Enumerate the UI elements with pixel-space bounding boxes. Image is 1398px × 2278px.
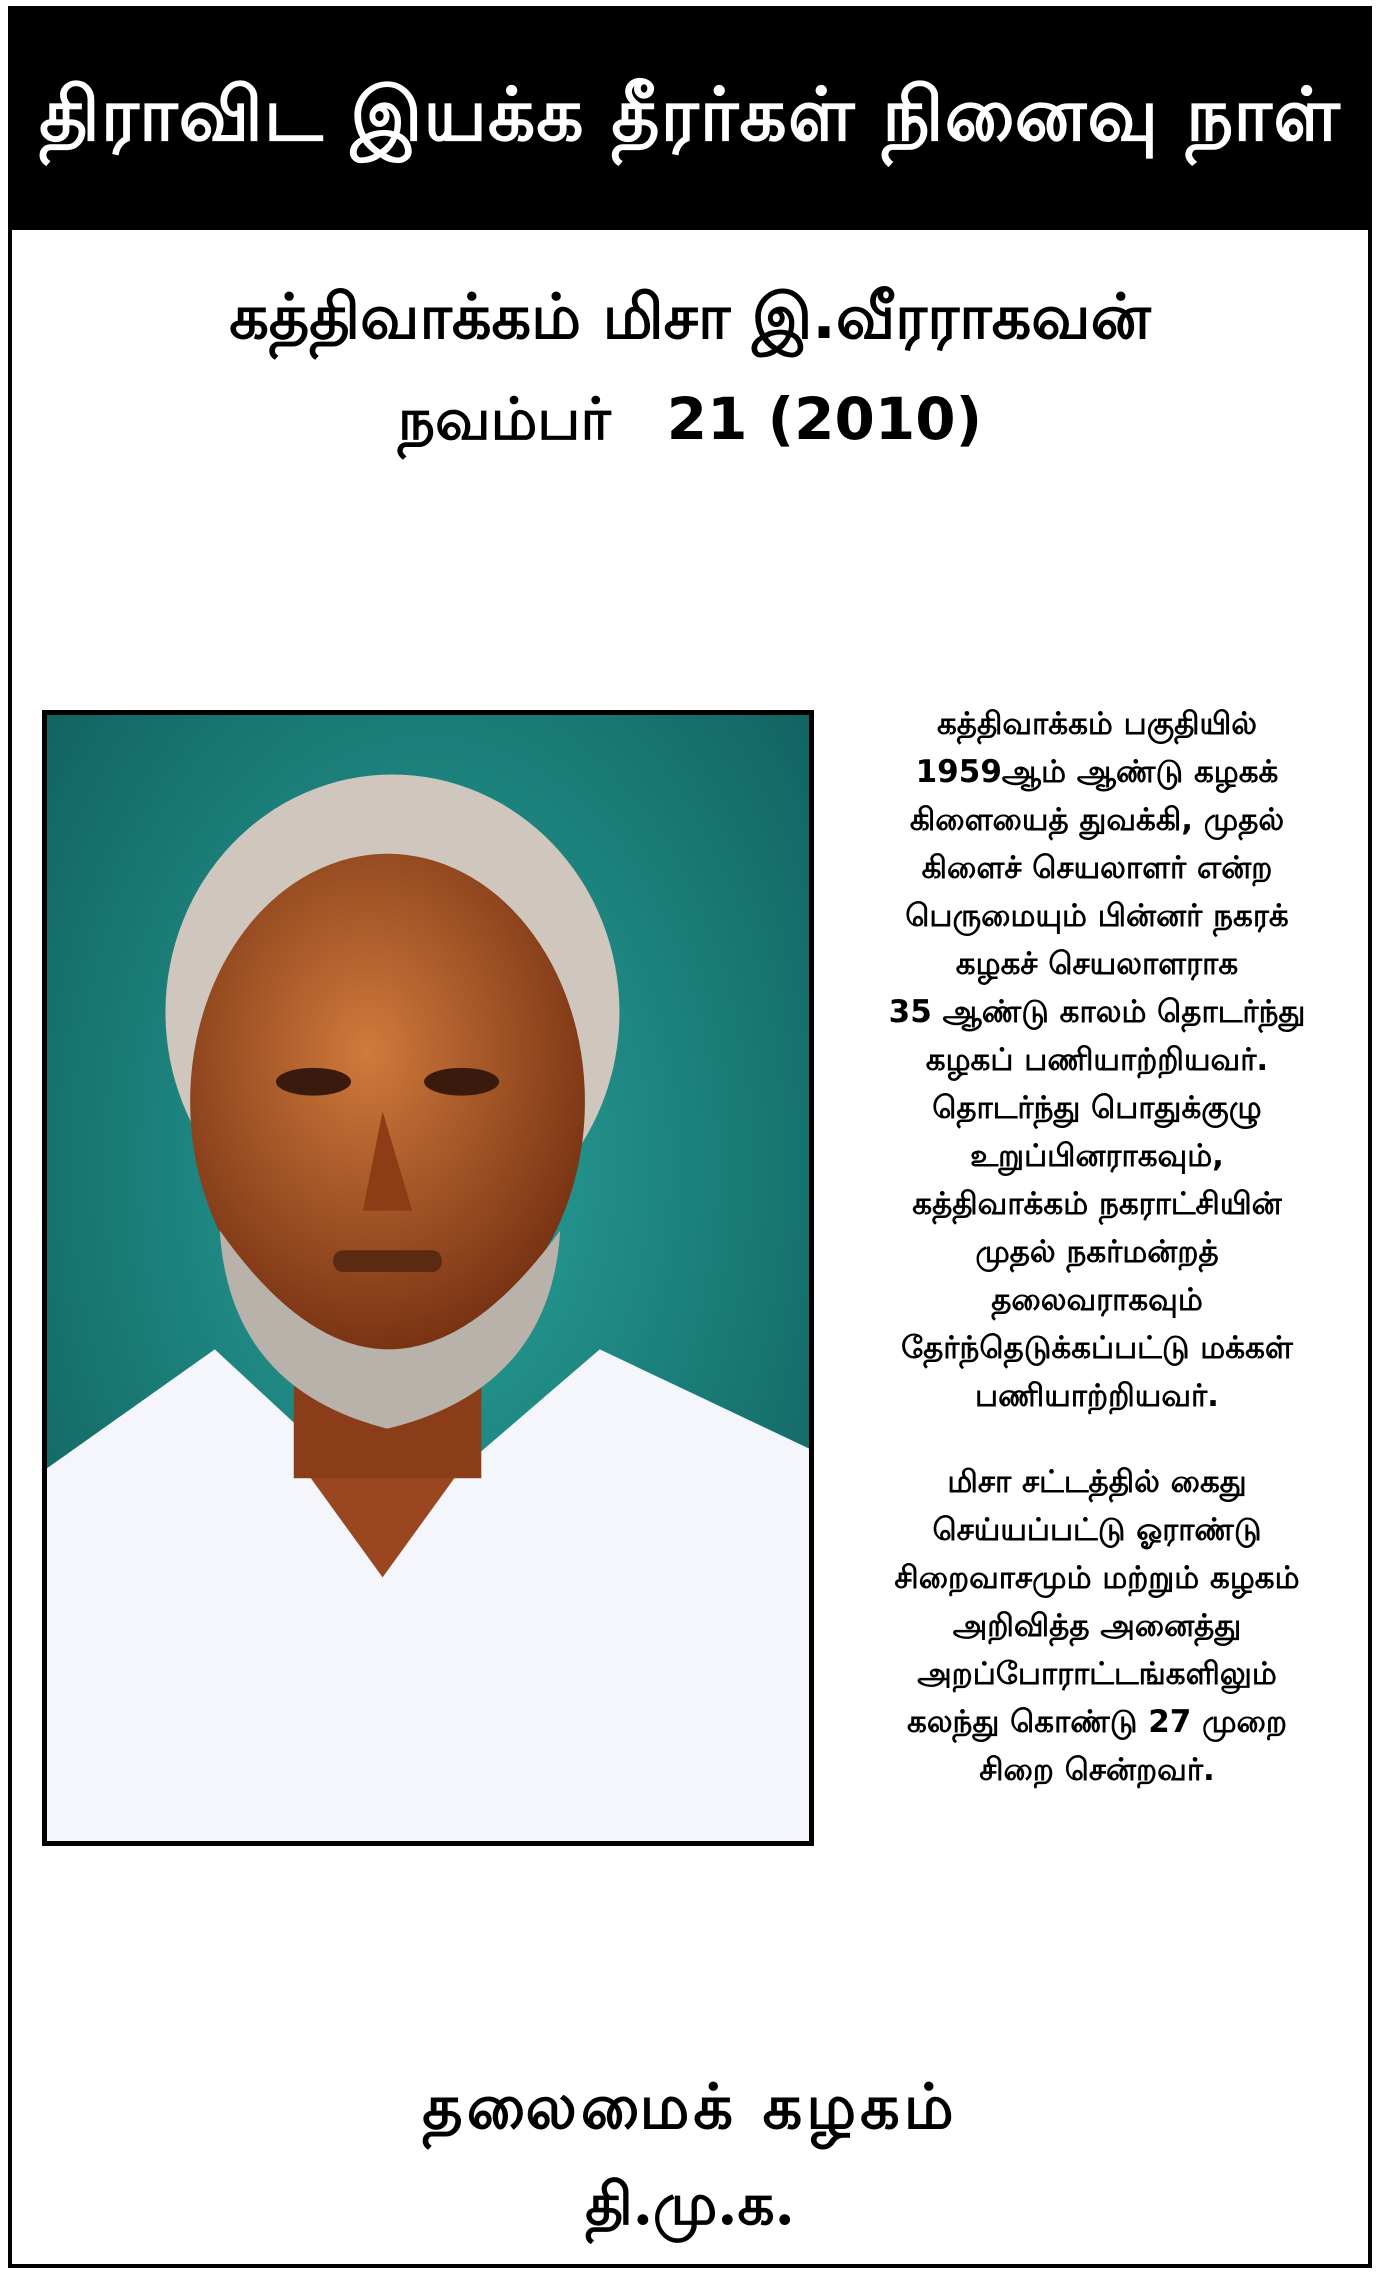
bio-line: மிசா சட்டத்தில் கைது bbox=[947, 1464, 1247, 1500]
bio-line: கழகப் பணியாற்றியவர். bbox=[925, 1042, 1269, 1078]
bio-line: தலைவராகவும் bbox=[991, 1282, 1203, 1318]
date-day-year: 21 (2010) bbox=[666, 385, 983, 453]
bio-line: கிளையைத் துவக்கி, முதல் bbox=[909, 802, 1285, 838]
bio-line: தேர்ந்தெடுக்கப்பட்டு மக்கள் bbox=[901, 1330, 1293, 1366]
biography bbox=[842, 700, 1352, 1832]
bio-paragraph-1 bbox=[842, 700, 1352, 1420]
bio-paragraph-2 bbox=[842, 1458, 1352, 1794]
bio-line: சிறை சென்றவர். bbox=[979, 1752, 1215, 1788]
footer-party: தி.மு.க. bbox=[585, 2170, 795, 2238]
bio-line: 1959ஆம் ஆண்டு கழகக் bbox=[915, 754, 1279, 790]
date-month: நவம்பர் bbox=[397, 385, 611, 453]
person-name: கத்திவாக்கம் மிசா இ.வீரராகவன் bbox=[229, 280, 1151, 353]
banner-title: திராவிட இயக்க தீரர்கள் நினைவு நாள் bbox=[39, 72, 1341, 158]
header-banner bbox=[12, 10, 1368, 230]
bio-line: கழகச் செயலாளராக bbox=[955, 946, 1239, 982]
bio-line: பணியாற்றியவர். bbox=[975, 1378, 1219, 1414]
memorial-poster bbox=[8, 6, 1372, 2268]
bio-line: உறுப்பினராகவும், bbox=[970, 1138, 1224, 1174]
portrait-illustration bbox=[47, 715, 809, 1841]
bio-line: கத்திவாக்கம் பகுதியில் bbox=[936, 706, 1258, 742]
footer-organization: தலைமைக் கழகம் bbox=[422, 2070, 958, 2143]
bio-line: அறிவித்த அனைத்து bbox=[952, 1608, 1242, 1644]
bio-line: சிறைவாசமும் மற்றும் கழகம் bbox=[894, 1560, 1300, 1596]
bio-line: 35 ஆண்டு காலம் தொடர்ந்து bbox=[888, 994, 1306, 1030]
bio-line: பெருமையும் பின்னர் நகரக் bbox=[905, 898, 1289, 934]
bio-line: முதல் நகர்மன்றத் bbox=[975, 1234, 1219, 1270]
portrait-photo bbox=[42, 710, 814, 1846]
bio-line: தொடர்ந்து பொதுக்குழு bbox=[932, 1090, 1262, 1126]
bio-line: கலந்து கொண்டு 27 முறை bbox=[907, 1704, 1287, 1740]
memorial-date bbox=[12, 385, 1368, 461]
bio-line: செய்யப்பட்டு ஓராண்டு bbox=[932, 1512, 1262, 1548]
bio-line: கத்திவாக்கம் நகராட்சியின் bbox=[912, 1186, 1282, 1222]
bio-line: அறப்போராட்டங்களிலும் bbox=[917, 1656, 1277, 1692]
bio-line: கிளைச் செயலாளர் என்ற bbox=[921, 850, 1273, 886]
